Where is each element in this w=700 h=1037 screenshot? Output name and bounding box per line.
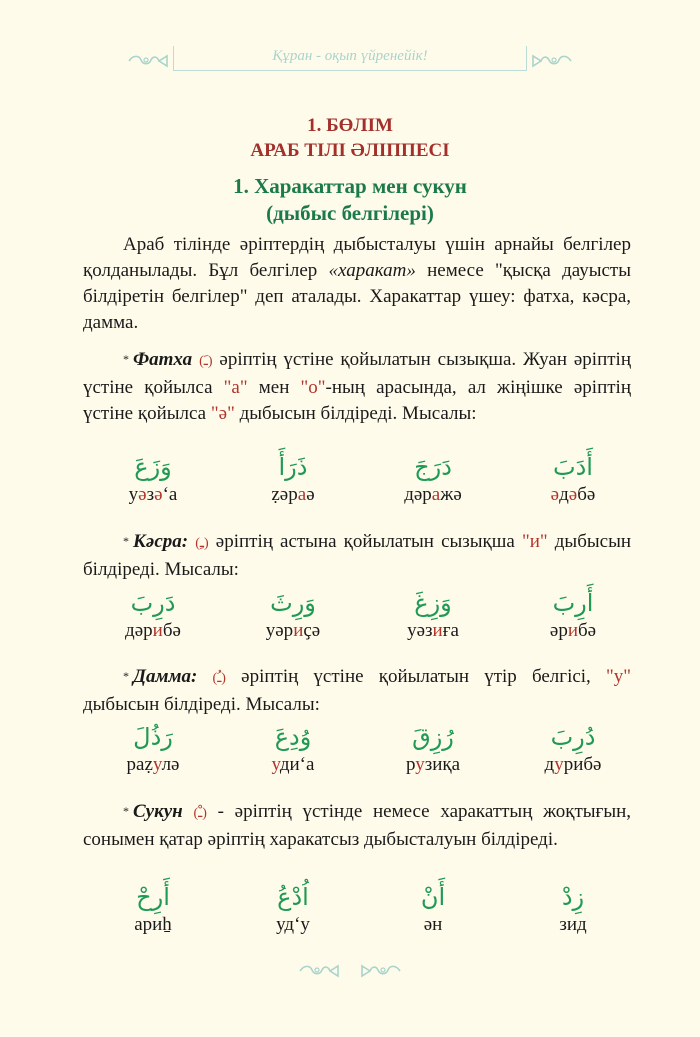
example-item [503, 452, 643, 508]
transliteration: ариẖ [134, 914, 172, 935]
intro-text-2: немесе "қысқа дауысты білдіретін белгілер" деп аталады. Харакаттар үшеу: фатха, кәсра, дамма. [83, 260, 631, 333]
example-item [363, 452, 503, 508]
transliteration: ẓәраә [271, 484, 315, 505]
example-item [363, 722, 503, 778]
damma-term: Дамма: [133, 666, 198, 687]
fatha-text-1: әріптің үстіне қойылатын сызықша. Жуан әріптің үстіне қойылса [83, 349, 631, 398]
damma-paragraph [83, 663, 631, 718]
sukun-examples [83, 882, 643, 942]
fatha-text-4: дыбысын білдіреді. Мысалы: [234, 403, 477, 424]
intro-term-harakat: «харакат» [328, 260, 416, 281]
sukun-text-1: - әріптің үстінде немесе харакаттың жоқтығын, сонымен қатар әріптің харакатсыз дыбысталуын білдіреді. [83, 801, 632, 850]
transliteration: уәриҫә [265, 620, 321, 641]
arabic-word: أَرِبَ [552, 589, 594, 617]
transliteration: дәражә [404, 484, 462, 505]
section-subtitle: (дыбыс белгілері) [266, 201, 434, 225]
transliteration: уәзә‘а [128, 484, 178, 505]
fatha-text-3: -ның арасында, ал жіңішке әріптің үстіне қойылса [83, 377, 631, 424]
ornament-right-icon [358, 964, 402, 978]
example-item [83, 722, 223, 778]
arabic-word: زِدْ [561, 883, 585, 911]
example-item [223, 588, 363, 644]
example-item [83, 588, 223, 644]
page-footer-ornament [298, 962, 402, 978]
fatha-text-2: мен [247, 377, 301, 398]
bullet-star-icon: * [123, 352, 129, 366]
transliteration: зид [559, 914, 587, 935]
kasra-sound-i: "и" [521, 531, 548, 552]
bullet-star-icon: * [123, 804, 129, 818]
arabic-word: وَرِثَ [270, 589, 316, 617]
kasra-paragraph [83, 528, 631, 583]
example-item [363, 588, 503, 644]
transliteration: дәрибә [125, 620, 181, 641]
arabic-word: أَدَبَ [553, 453, 593, 481]
arabic-word: دَرِبَ [130, 589, 176, 617]
example-item [503, 588, 643, 644]
kasra-examples [83, 588, 643, 648]
transliteration: раẓулә [126, 754, 180, 775]
intro-text-1: Араб тілінде әріптердің дыбысталуы үшін арнайы белгілер қолданылады. Бұл белгілер [83, 234, 631, 281]
transliteration: әрибә [549, 620, 597, 641]
example-item [223, 452, 363, 508]
fatha-sound-ae: "ә" [210, 403, 235, 424]
transliteration: рузиқа [405, 754, 461, 775]
fatha-sound-o: "о" [300, 377, 326, 398]
kasra-text-2: дыбысын білдіреді. Мысалы: [83, 531, 631, 580]
transliteration: уди‘а [271, 754, 315, 775]
damma-text-1: әріптің үстіне қойылатын үтір белгісі, [225, 666, 606, 687]
part-number: 1. БӨЛІМ [307, 115, 393, 136]
arabic-word: وُدِعَ [274, 723, 312, 751]
fatha-mark: (ـَ) [199, 354, 213, 369]
example-item [503, 722, 643, 778]
fatha-sound-a: "а" [223, 377, 248, 398]
arabic-word: اُدْعُ [277, 883, 309, 911]
part-title: АРАБ ТІЛІ ӘЛІППЕСІ [250, 140, 450, 161]
section-heading [0, 173, 700, 227]
sukun-mark: (ـْ) [193, 806, 207, 821]
ornament-left-icon [298, 964, 342, 978]
arabic-word: ذَرَأَ [278, 453, 308, 481]
sukun-paragraph [83, 798, 631, 853]
transliteration: уд‘у [276, 914, 310, 935]
arabic-word: رَذُلَ [133, 723, 173, 751]
bullet-star-icon: * [123, 534, 129, 548]
header-title: Құран - оқып үйренейік! [272, 48, 428, 64]
example-item [223, 882, 363, 938]
sukun-term: Сукун [133, 801, 183, 822]
damma-sound-u: "у" [605, 666, 631, 687]
transliteration: ән [423, 914, 443, 935]
example-item [363, 882, 503, 938]
fatha-examples [83, 452, 643, 512]
running-header [125, 46, 575, 74]
arabic-word: أَرِحْ [136, 883, 170, 911]
fatha-term: Фатха [133, 349, 193, 370]
kasra-mark: (ـِ) [195, 536, 209, 551]
example-item [223, 722, 363, 778]
arabic-word: وَزَعَ [134, 453, 172, 481]
transliteration: уәзиға [407, 620, 459, 641]
example-item [83, 452, 223, 508]
part-heading [0, 113, 700, 163]
fatha-paragraph [83, 346, 631, 427]
kasra-text-1: әріптің астына қойылатын сызықша [208, 531, 522, 552]
damma-mark: (ـُ) [212, 671, 226, 686]
transliteration: әдәбә [550, 484, 596, 505]
intro-paragraph [83, 232, 631, 336]
example-item [503, 882, 643, 938]
section-title: 1. Харакаттар мен сукун [233, 174, 467, 198]
arabic-word: دُرِبَ [550, 723, 596, 751]
bullet-star-icon: * [123, 669, 129, 683]
arabic-word: أَنْ [420, 883, 446, 911]
damma-examples [83, 722, 643, 782]
arabic-word: رُزِقَ [412, 723, 454, 751]
arabic-word: دَرَجَ [414, 453, 452, 481]
arabic-word: وَزِغَ [414, 589, 452, 617]
example-item [83, 882, 223, 938]
damma-text-2: дыбысын білдіреді. Мысалы: [83, 694, 320, 715]
kasra-term: Кәсра: [133, 531, 189, 552]
transliteration: дурибә [544, 754, 602, 775]
